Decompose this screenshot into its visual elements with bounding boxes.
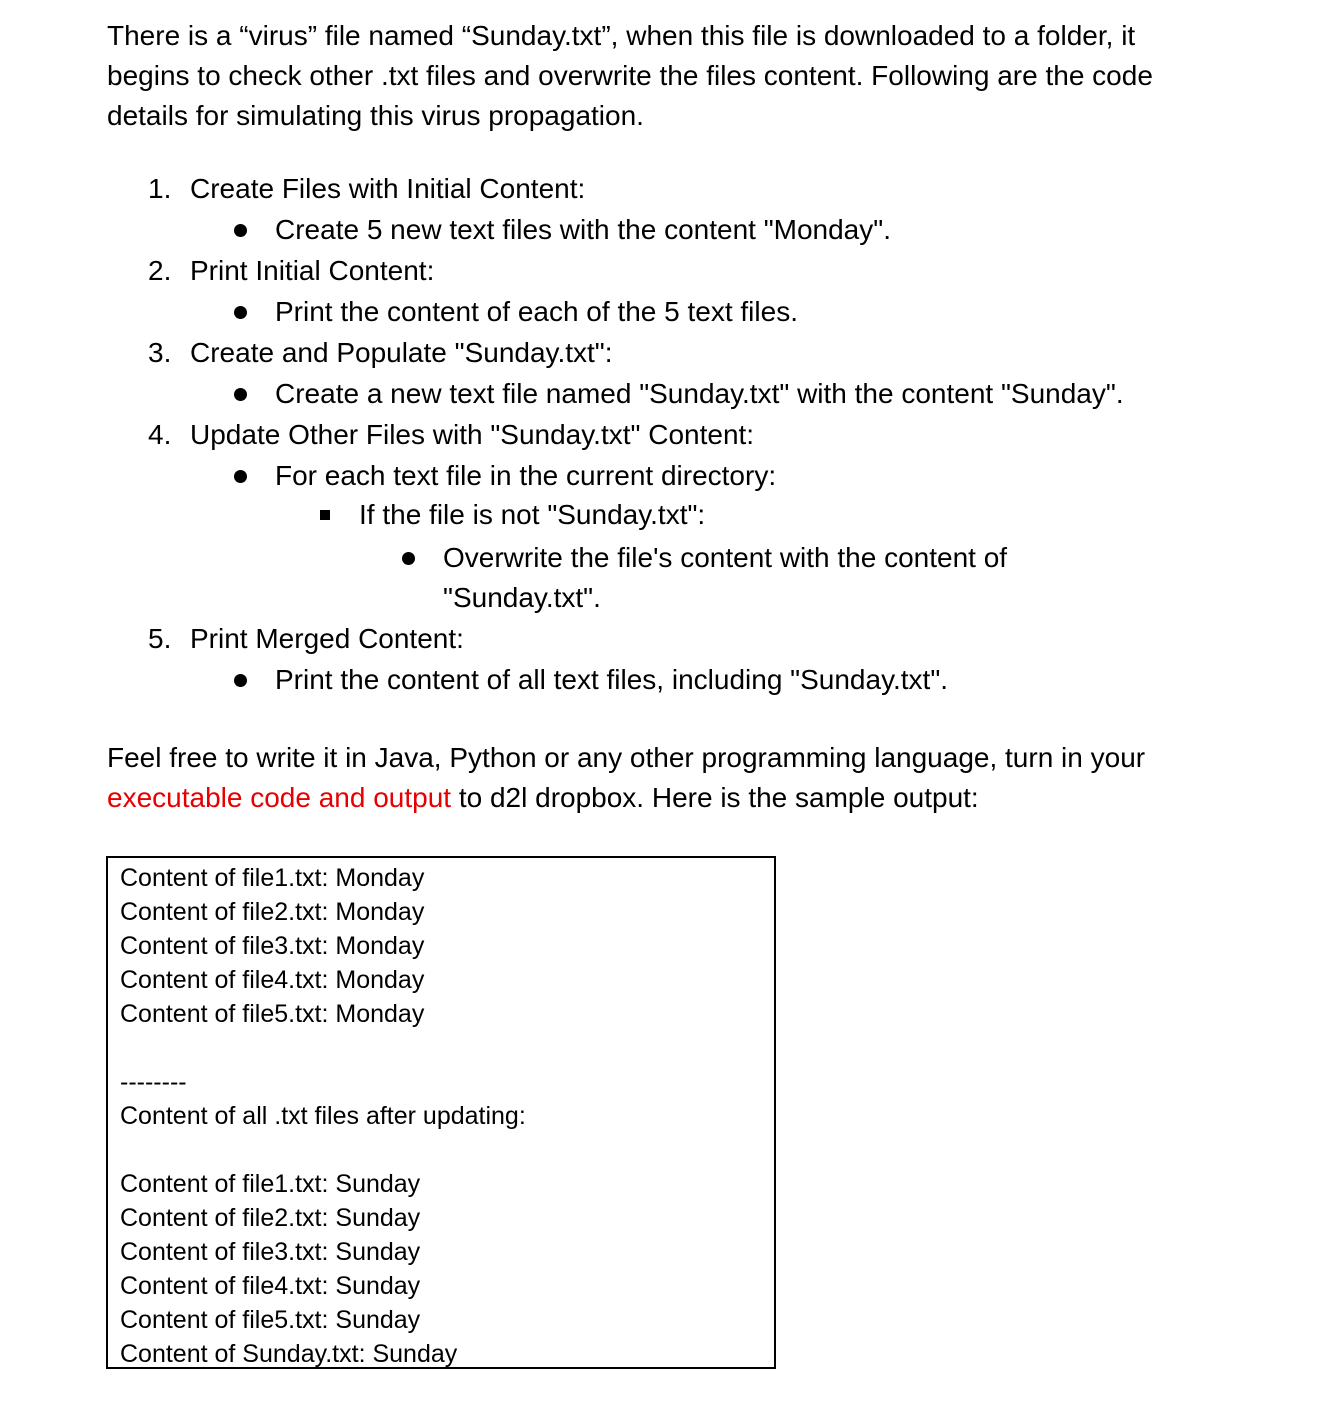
bullet-dot-icon <box>234 224 247 237</box>
step-bullet: Print the content of each of the 5 text files. <box>275 296 798 327</box>
step-bullet: Create 5 new text files with the content "Monday". <box>275 214 891 245</box>
output-line: Content of file1.txt: Sunday <box>120 1170 421 1198</box>
bullet-dot-icon <box>234 674 247 687</box>
step-number: 4. <box>148 419 172 450</box>
output-line: Content of file4.txt: Sunday <box>120 1272 421 1300</box>
output-line: Content of file5.txt: Monday <box>120 1000 425 1028</box>
step-title: Create and Populate "Sunday.txt": <box>190 337 613 368</box>
step-bullet: Create a new text file named "Sunday.txt" with the content "Sunday". <box>275 378 1124 409</box>
intro-paragraph: There is a “virus” file named “Sunday.txt”, when this file is downloaded to a folder, it begins to check other .txt files and overwrite the files content. Following are the code details for simulating this virus propagation. <box>107 20 1153 131</box>
output-line: Content of file5.txt: Sunday <box>120 1306 421 1334</box>
bullet-dot-icon <box>234 306 247 319</box>
output-line: Content of file2.txt: Sunday <box>120 1204 421 1232</box>
bullet-square-icon <box>320 510 330 520</box>
step-3 <box>148 332 1248 414</box>
step-number: 2. <box>148 255 172 286</box>
output-heading: Content of all .txt files after updating: <box>120 1102 526 1130</box>
output-line: Content of file3.txt: Monday <box>120 932 425 960</box>
output-separator: -------- <box>120 1068 187 1096</box>
step-number: 3. <box>148 337 172 368</box>
output-line: Content of file2.txt: Monday <box>120 898 425 926</box>
note-highlight: executable code and output <box>107 782 452 813</box>
sample-output-box <box>106 856 776 1369</box>
note-text-after: to d2l dropbox. Here is the sample output: <box>451 782 979 813</box>
steps-list <box>148 168 1248 700</box>
output-line: Content of file1.txt: Monday <box>120 864 425 892</box>
step-title: Print Initial Content: <box>190 255 435 286</box>
note-text-before: Feel free to write it in Java, Python or any other programming language, turn in your <box>107 742 1146 773</box>
output-blank-line <box>120 1031 774 1065</box>
bullet-dot-icon <box>234 388 247 401</box>
step-title: Update Other Files with "Sunday.txt" Content: <box>190 419 755 450</box>
step-4 <box>148 414 1248 618</box>
step-1 <box>148 168 1248 250</box>
output-blank-line <box>120 1133 774 1167</box>
step-title: Create Files with Initial Content: <box>190 173 586 204</box>
step-bullet: For each text file in the current directory: <box>275 460 777 491</box>
output-line: Content of Sunday.txt: Sunday <box>120 1340 458 1368</box>
step-number: 1. <box>148 173 172 204</box>
output-line: Content of file4.txt: Monday <box>120 966 425 994</box>
bullet-dot-icon <box>402 552 415 565</box>
step-bullet: Print the content of all text files, including "Sunday.txt". <box>275 664 949 695</box>
output-line: Content of file3.txt: Sunday <box>120 1238 421 1266</box>
bullet-dot-icon <box>234 470 247 483</box>
step-5 <box>148 618 1248 700</box>
step-subsub-bullet: Overwrite the file's content with the content of "Sunday.txt". <box>443 542 1008 613</box>
submission-note <box>107 738 1217 818</box>
step-number: 5. <box>148 623 172 654</box>
step-sub-bullet: If the file is not "Sunday.txt": <box>359 499 706 530</box>
step-2 <box>148 250 1248 332</box>
step-title: Print Merged Content: <box>190 623 464 654</box>
